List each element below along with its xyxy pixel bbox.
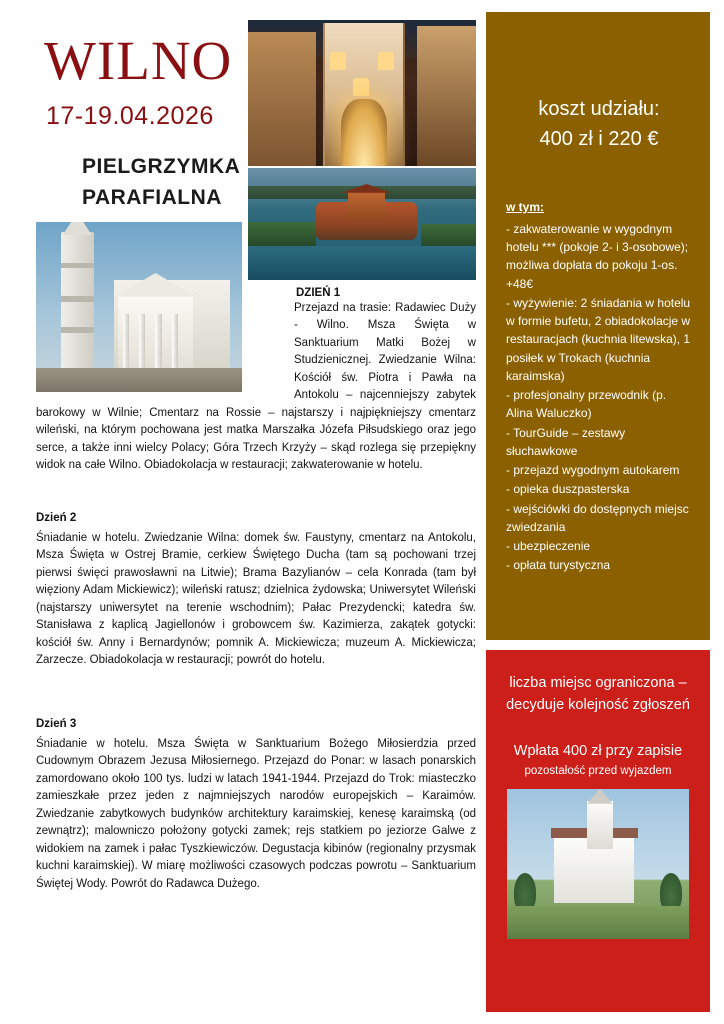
- list-item: - TourGuide – zestawy słuchawkowe: [506, 425, 626, 458]
- day2-block: [36, 512, 476, 670]
- day1-block: [36, 300, 476, 475]
- list-item: - wyżywienie: 2 śniadania w hotelu w formie bufetu, 2 obiadokolacje w restauracjach (kuchnia litewska), 1 posiłek w Trokach (kuchnia karaimska): [506, 295, 691, 383]
- cost-title: [506, 94, 692, 154]
- notice-panel: [486, 650, 710, 1012]
- day1-text-wrap-spacer: [36, 300, 294, 396]
- payment-subnotice: pozostałość przed wyjazdem: [524, 764, 672, 777]
- list-item: - opieka duszpasterska: [506, 482, 630, 497]
- gate-of-dawn-image: [248, 20, 476, 166]
- included-list: [506, 220, 692, 574]
- page-title: WILNO: [44, 30, 233, 91]
- day3-text: Śniadanie w hotelu. Msza Święta w Sanktuarium Bożego Miłosierdzia przed Cudownym Obrazem Jezusa Miłosiernego. Przejazd do Ponar: w lasach ponarskich zamordowano około 100 tys. ludzi w latach 1941-1944. Przejazd do Trok: miasteczko zamieszkałe przez jeden z najmniejszych narodów europejskich – Karaimów. Zwiedzanie zabytkowych budynków architektury karaimskiej, kenesę karaimską (od zewnątrz); malowniczo położony gotycki zamek; rejs statkiem po jeziorze Galwe z widokiem na zamek i pałac Tyszkiewiczów. Degustacja kibinów (regionalny przysmak kuchni karaimskiej). W miarę możliwości czasowych podczas powrotu – Sanktuarium Świętej Wody. Powrót do Radawca Dużego.: [36, 738, 476, 890]
- list-item: - ubezpieczenie: [506, 538, 591, 553]
- limit-notice: liczba miejsc ograniczona – decyduje kolejność zgłoszeń: [506, 675, 690, 714]
- day3-block: [36, 718, 476, 893]
- day1-text: Przejazd na trasie: Radawiec Duży - Wilno. Msza Święta w Sanktuarium Matki Bożej w Studzienicznej. Zwiedzanie Wilna: Kościół św. Piotra i Pawła na Antokolu – najcenniejszy zabytek barokowy w Wilnie; Cmentarz na Rossie – najstarszy i najpiękniejszy cmentarz wileński, na którym pochowana jest matka Marszałka Józefa Piłsudskiego oraz jego serce, a także inni wielcy Polacy; Góra Trzech Krzyży – skąd rozlega się przepiękny widok na całe Wilno. Obiadokolacja w restauracji; zakwaterowanie w hotelu.: [36, 302, 476, 472]
- church-image: [507, 789, 689, 939]
- payment-notice: Wpłata 400 zł przy zapisie: [513, 742, 683, 759]
- included-label: w tym:: [506, 200, 545, 214]
- list-item: - zakwaterowanie w wygodnym hotelu *** (pokoje 2- i 3-osobowe); możliwa dopłata do pokoju 1-os. +48€: [506, 222, 689, 291]
- list-item: - wejściówki do dostępnych miejsc zwiedzania: [506, 501, 689, 534]
- list-item: - profesjonalny przewodnik (p. Alina Waluczko): [506, 388, 667, 421]
- trip-kind-line2: PARAFIALNA: [82, 186, 222, 210]
- day1-heading: DZIEŃ 1: [296, 287, 341, 299]
- day3-heading: Dzień 3: [36, 718, 77, 730]
- trip-dates: 17-19.04.2026: [46, 101, 214, 130]
- trip-kind-line1: PIELGRZYMKA: [82, 154, 241, 178]
- cost-panel: [486, 12, 710, 640]
- list-item: - przejazd wygodnym autokarem: [506, 463, 680, 478]
- day2-heading: Dzień 2: [36, 512, 77, 524]
- day2-text: Śniadanie w hotelu. Zwiedzanie Wilna: domek św. Faustyny, cmentarz na Antokolu, Msza Święta w Ostrej Bramie, cerkiew Świętego Ducha (tam są pochowani trzej pierwsi święci prawosławni na Litwie); Brama Bazylianów – cela Konrada (tam był więziony Adam Mickiewicz); wileński ratusz; dzielnica żydowska; Uniwersytet Wileński (najstarszy uniwersytet na terenie wschodnim); Pałac Prezydencki; katedra św. Stanisława z kaplicą Jagiellonów i grobowcem św. Kazimierza, zakątek gotycki: kościół św. Anny i Bernardynów; pomnik A. Mickiewicza; muzeum A. Mickiewicza; Zarzecze. Obiadokolacja w restauracji; powrót do hotelu.: [36, 532, 476, 667]
- cost-title-line2: 400 zł i 220 €: [539, 128, 659, 150]
- trakai-castle-image: [248, 168, 476, 280]
- list-item: - opłata turystyczna: [506, 558, 611, 573]
- cost-title-line1: koszt udziału:: [538, 98, 660, 120]
